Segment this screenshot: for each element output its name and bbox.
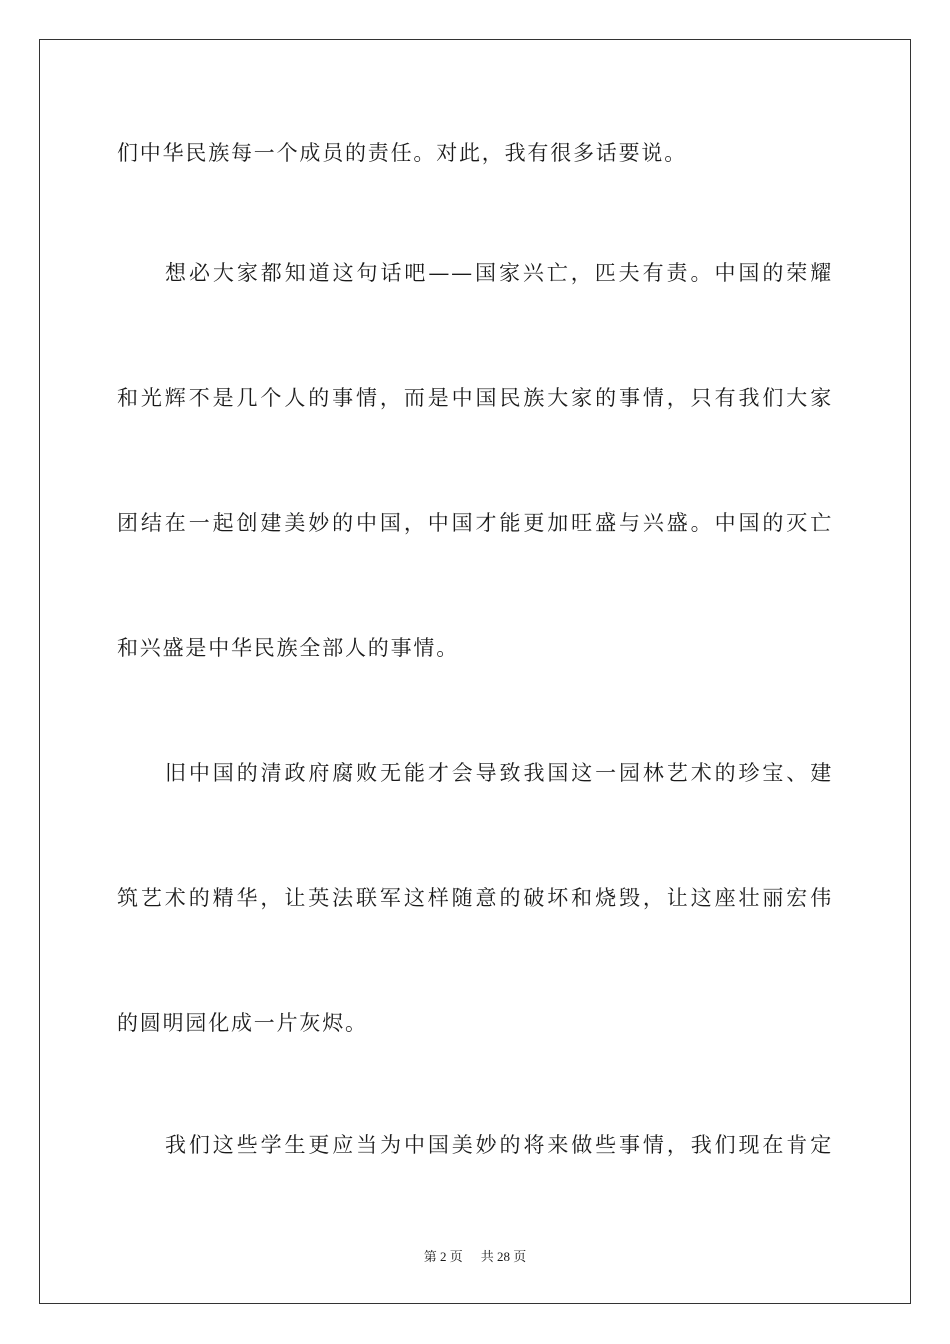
text-line-6: 旧中国的清政府腐败无能才会导致我国这一园林艺术的珍宝、建 <box>165 761 833 785</box>
text-line-7: 筑艺术的精华，让英法联军这样随意的破坏和烧毁，让这座壮丽宏伟 <box>117 886 833 910</box>
text-line-9: 我们这些学生更应当为中国美妙的将来做些事情，我们现在肯定 <box>165 1133 833 1157</box>
page-total: 共 28 页 <box>480 1249 527 1264</box>
text-line-3: 和光辉不是几个人的事情，而是中国民族大家的事情，只有我们大家 <box>117 386 833 410</box>
page-number: 第 2 页 <box>423 1249 463 1264</box>
page-border <box>39 39 911 1304</box>
text-line-4: 团结在一起创建美妙的中国，中国才能更加旺盛与兴盛。中国的灭亡 <box>117 511 833 535</box>
text-line-8: 的圆明园化成一片灰烬。 <box>117 1011 368 1035</box>
text-line-2: 想必大家都知道这句话吧——国家兴亡，匹夫有责。中国的荣耀 <box>165 261 833 285</box>
text-line-5: 和兴盛是中华民族全部人的事情。 <box>117 636 459 660</box>
text-line-1: 们中华民族每一个成员的责任。对此，我有很多话要说。 <box>117 141 687 165</box>
page-footer <box>0 1248 950 1266</box>
